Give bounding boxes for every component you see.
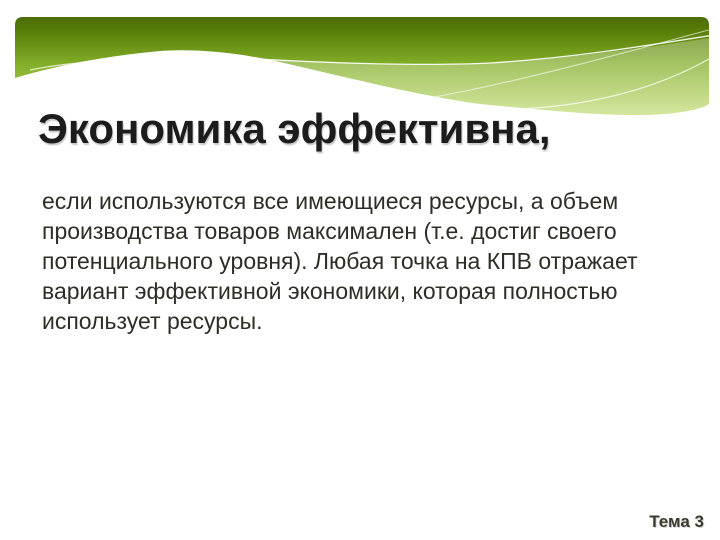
body-line: производства товаров максимален (т.е. достиг своего (42, 218, 617, 244)
body-paragraph (42, 186, 702, 336)
body-line: потенциального уровня). Любая точка на КПВ отражает (42, 248, 638, 274)
body-line: вариант эффективной экономики, которая полностью (42, 278, 618, 304)
body-line: использует ресурсы. (42, 308, 263, 334)
page-title: Экономика эффективна, (38, 105, 551, 152)
footer-theme-label: Тема 3 (649, 512, 704, 531)
body-line: если используются все имеющиеся ресурсы, а объем (42, 188, 619, 214)
